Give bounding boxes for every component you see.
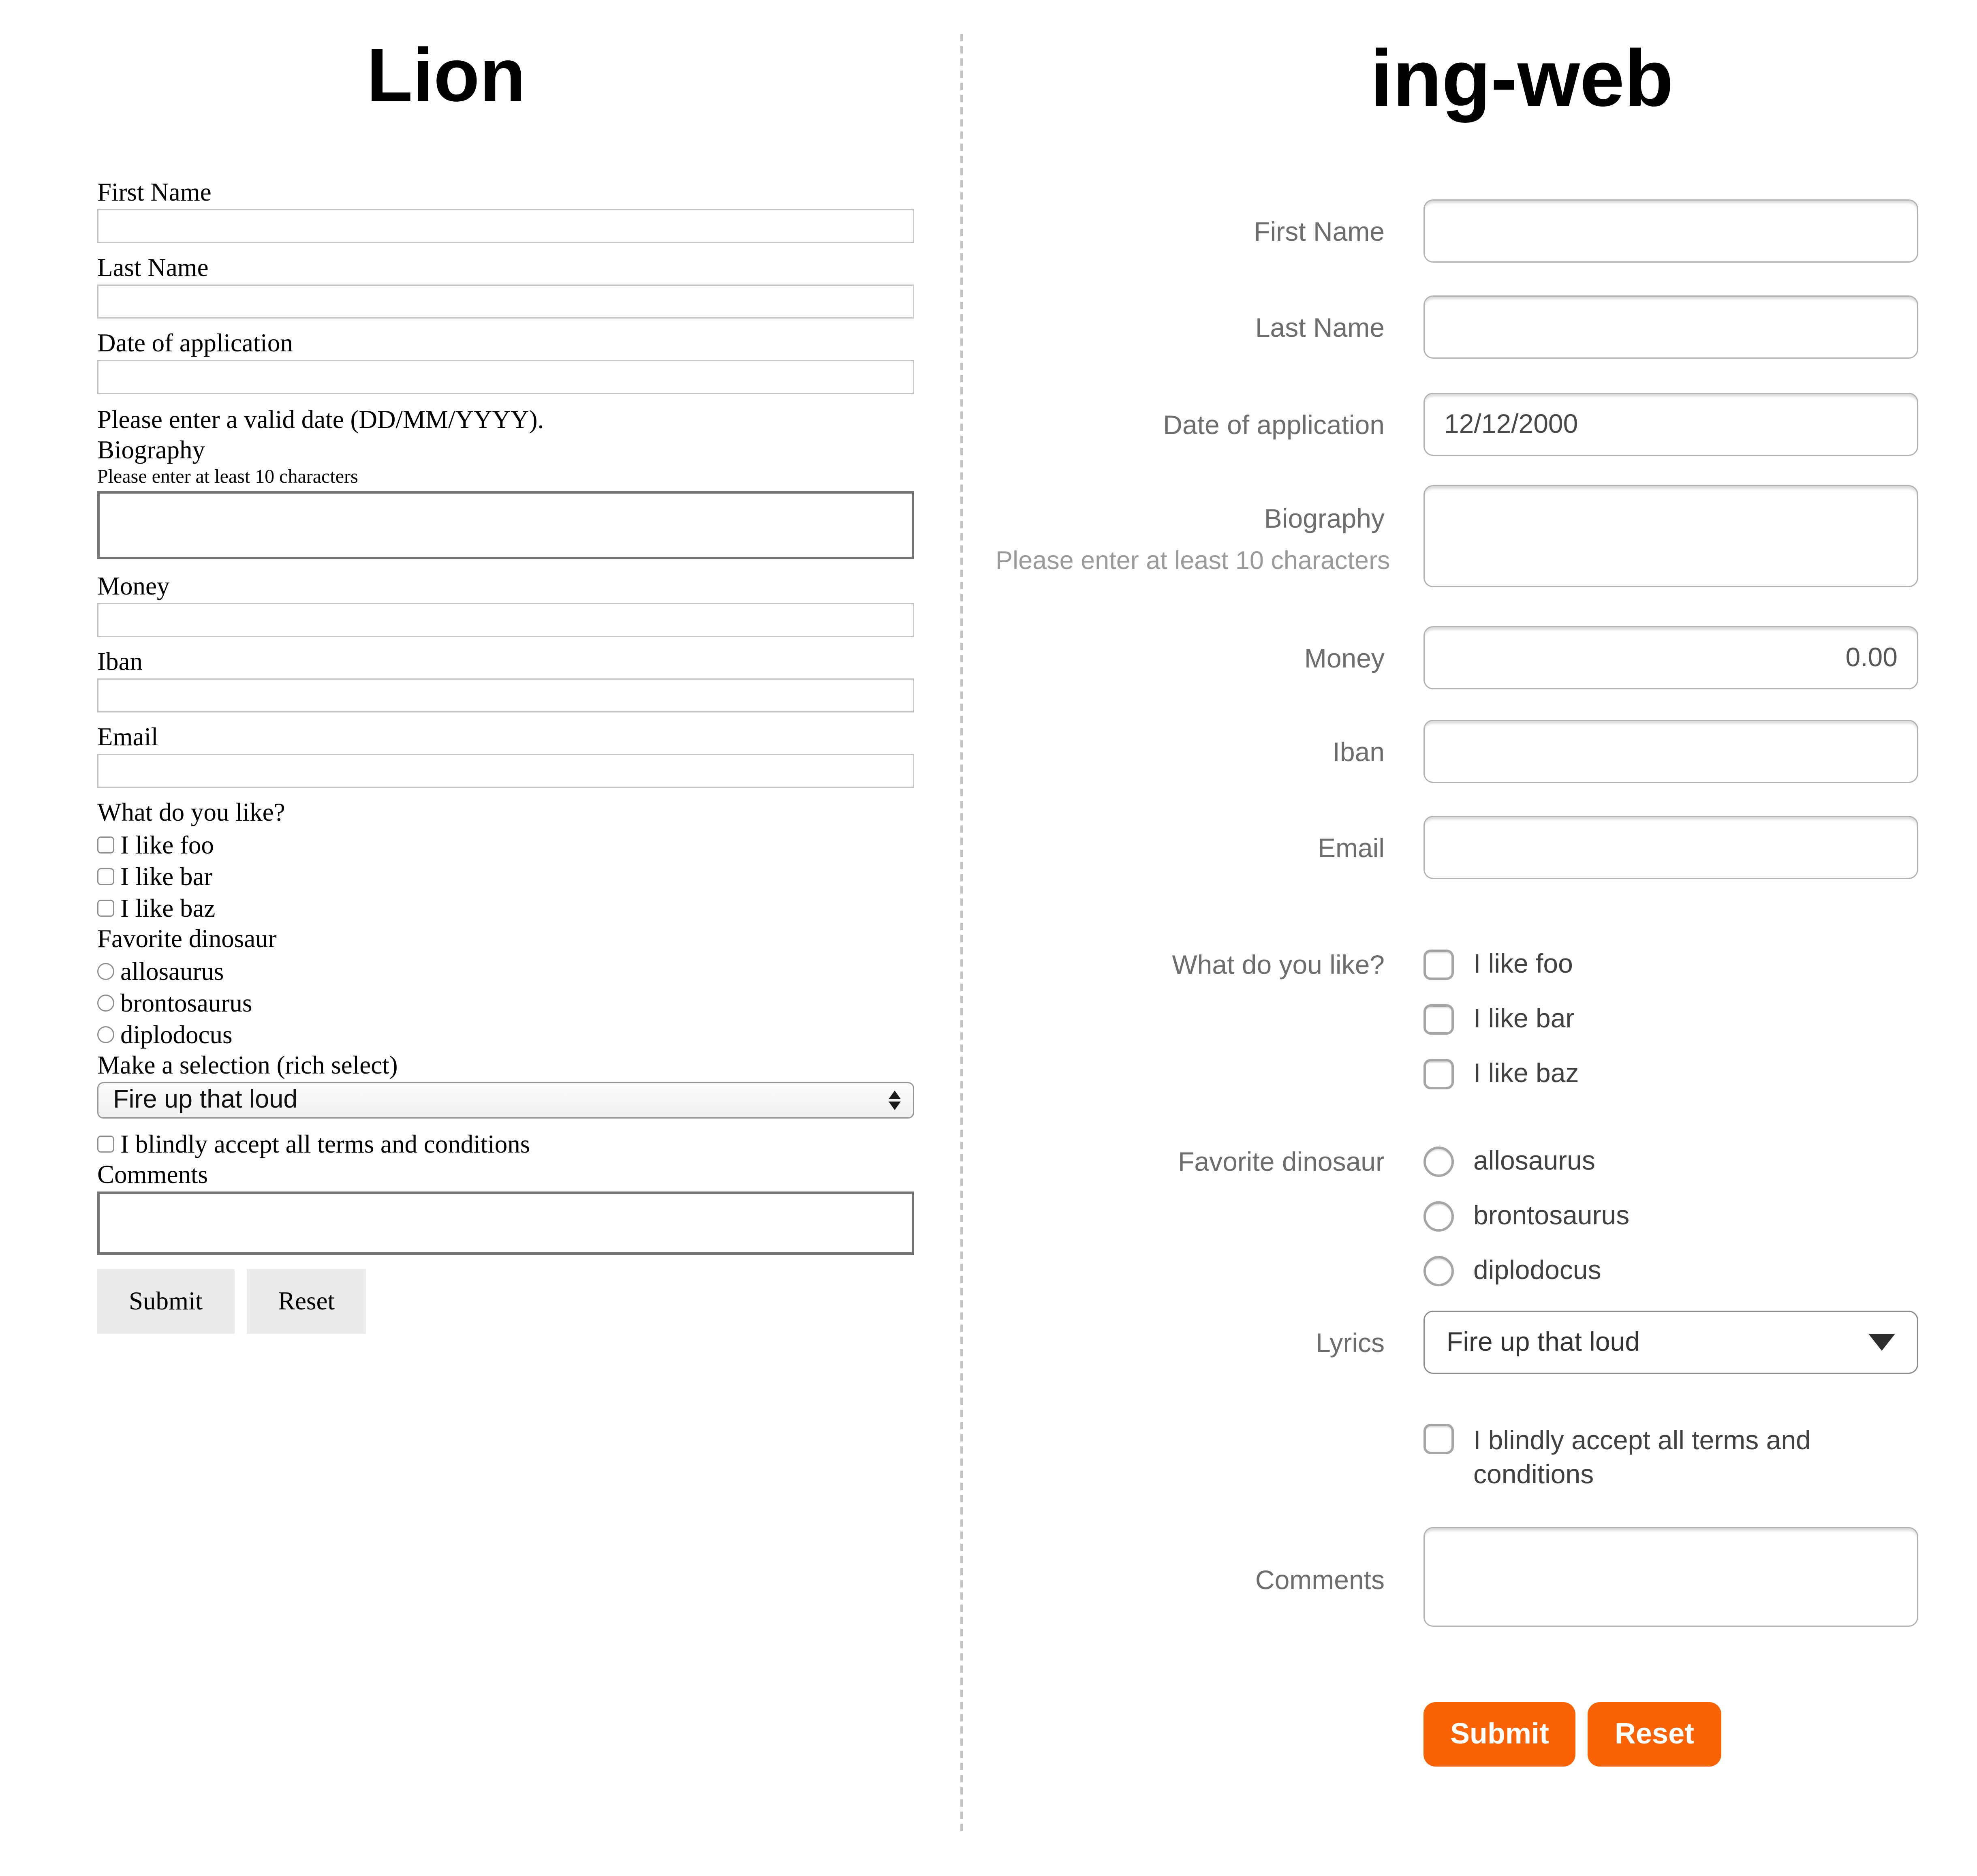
ingweb-likes-group-label: What do you like?	[1172, 949, 1385, 980]
lion-checkbox-like-foo[interactable]	[97, 829, 914, 861]
ingweb-lyrics-label: Lyrics	[1316, 1327, 1385, 1358]
lion-iban-input[interactable]	[97, 678, 914, 712]
lion-diplodocus-label: diplodocus	[120, 1019, 233, 1049]
lion-biography-textarea[interactable]	[97, 491, 914, 559]
ingweb-like-baz-label: I like baz	[1473, 1058, 1579, 1088]
lion-terms-checkbox[interactable]	[97, 1136, 114, 1153]
divider-dashed-line	[960, 34, 963, 1831]
lion-biography-label: Biography	[97, 435, 205, 464]
ingweb-first-name-row	[996, 199, 1919, 263]
ingweb-last-name-input[interactable]	[1423, 295, 1918, 359]
ingweb-date-row	[996, 393, 1919, 456]
ingweb-iban-row	[996, 720, 1919, 783]
ingweb-email-input[interactable]	[1423, 816, 1918, 879]
ingweb-email-row	[996, 816, 1919, 879]
ingweb-like-foo-row	[996, 943, 1919, 985]
ingweb-money-label: Money	[1304, 642, 1385, 673]
ingweb-submit-button[interactable]: Submit	[1423, 1702, 1576, 1767]
lion-like-bar-label: I like bar	[120, 861, 213, 891]
lion-biography-helper: Please enter at least 10 characters	[97, 467, 358, 488]
lion-radio-diplodocus[interactable]	[97, 1019, 914, 1050]
lion-allosaurus-radio[interactable]	[97, 963, 114, 980]
lion-brontosaurus-radio[interactable]	[97, 995, 114, 1012]
lion-checkbox-like-bar[interactable]	[97, 861, 914, 892]
lion-reset-button[interactable]: Reset	[246, 1269, 366, 1334]
ingweb-iban-input[interactable]	[1423, 720, 1918, 783]
lion-submit-button[interactable]: Submit	[97, 1269, 234, 1334]
lion-form	[97, 0, 914, 1334]
ingweb-reset-button[interactable]: Reset	[1588, 1702, 1721, 1767]
ingweb-money-row	[996, 626, 1919, 689]
lion-money-label: Money	[97, 571, 170, 601]
ingweb-like-bar-row	[996, 998, 1919, 1040]
ingweb-first-name-input[interactable]	[1423, 199, 1918, 263]
ingweb-date-label: Date of application	[1163, 409, 1385, 440]
ingweb-email-label: Email	[1317, 832, 1385, 863]
lion-rich-select-value: Fire up that loud	[113, 1086, 298, 1114]
ingweb-diplodocus-label: diplodocus	[1473, 1255, 1601, 1285]
lion-email-input[interactable]	[97, 754, 914, 788]
ingweb-comments-label: Comments	[1255, 1565, 1385, 1595]
ingweb-iban-label: Iban	[1332, 736, 1385, 767]
lion-select-label: Make a selection (rich select)	[97, 1050, 398, 1080]
lion-date-helper: Please enter a valid date (DD/MM/YYYY).	[97, 405, 544, 434]
lion-likes-group-label: What do you like?	[97, 798, 285, 827]
lion-like-foo-checkbox[interactable]	[97, 836, 114, 854]
ingweb-like-baz-checkbox[interactable]	[1423, 1059, 1454, 1089]
lion-terms-row[interactable]	[97, 1128, 914, 1160]
ingweb-date-input[interactable]	[1423, 393, 1918, 456]
ingweb-money-input[interactable]	[1423, 626, 1918, 689]
lion-first-name-input[interactable]	[97, 209, 914, 243]
lion-checkbox-like-baz[interactable]	[97, 892, 914, 924]
ingweb-last-name-label: Last Name	[1255, 312, 1385, 342]
ingweb-like-bar-checkbox[interactable]	[1423, 1004, 1454, 1034]
ingweb-brontosaurus-label: brontosaurus	[1473, 1200, 1630, 1230]
lion-dino-group-label: Favorite dinosaur	[97, 924, 277, 953]
ingweb-comments-row	[996, 1527, 1919, 1633]
ingweb-allosaurus-row	[996, 1140, 1919, 1182]
lion-buttons-row	[97, 1269, 914, 1334]
ingweb-terms-label: I blindly accept all terms and conditions	[1473, 1425, 1811, 1489]
ingweb-allosaurus-radio[interactable]	[1423, 1146, 1454, 1177]
lion-last-name-input[interactable]	[97, 285, 914, 319]
ingweb-like-baz-row	[996, 1053, 1919, 1094]
ingweb-lyrics-row	[996, 1311, 1919, 1374]
ingweb-like-foo-label: I like foo	[1473, 948, 1573, 979]
lion-like-baz-checkbox[interactable]	[97, 900, 114, 917]
ingweb-lyrics-select-value: Fire up that loud	[1447, 1326, 1640, 1357]
ingweb-buttons-row	[996, 1702, 1919, 1767]
ingweb-form	[996, 0, 1919, 1767]
spinner-up-icon	[889, 1091, 901, 1099]
select-spinner-icon	[889, 1091, 901, 1110]
lion-like-bar-checkbox[interactable]	[97, 868, 114, 885]
ingweb-allosaurus-label: allosaurus	[1473, 1145, 1595, 1176]
lion-date-input[interactable]	[97, 360, 914, 394]
ingweb-biography-helper: Please enter at least 10 characters	[996, 546, 1390, 575]
ingweb-like-foo-checkbox[interactable]	[1423, 949, 1454, 980]
ingweb-like-bar-label: I like bar	[1473, 1003, 1575, 1033]
ingweb-terms-row	[996, 1424, 1919, 1492]
lion-like-baz-label: I like baz	[120, 893, 216, 922]
lion-money-input[interactable]	[97, 603, 914, 637]
lion-allosaurus-label: allosaurus	[120, 956, 224, 986]
lion-email-label: Email	[97, 722, 158, 751]
lion-comments-label: Comments	[97, 1160, 208, 1189]
ingweb-last-name-row	[996, 295, 1919, 359]
lion-comments-textarea[interactable]	[97, 1191, 914, 1255]
ingweb-dino-group-label: Favorite dinosaur	[1178, 1146, 1385, 1177]
lion-title: Lion	[366, 34, 526, 118]
lion-first-name-label: First Name	[97, 178, 212, 207]
ingweb-biography-textarea[interactable]	[1423, 485, 1918, 587]
ingweb-biography-row	[996, 485, 1919, 593]
lion-radio-allosaurus[interactable]	[97, 956, 914, 987]
ingweb-title: ing-web	[1370, 33, 1674, 123]
lion-like-foo-label: I like foo	[120, 830, 214, 859]
ingweb-diplodocus-row	[996, 1250, 1919, 1291]
lion-iban-label: Iban	[97, 647, 143, 676]
ingweb-brontosaurus-radio[interactable]	[1423, 1201, 1454, 1231]
lion-date-label: Date of application	[97, 328, 293, 357]
lion-terms-label: I blindly accept all terms and conditions	[120, 1129, 530, 1158]
lion-radio-brontosaurus[interactable]	[97, 987, 914, 1019]
lion-brontosaurus-label: brontosaurus	[120, 988, 252, 1017]
ingweb-first-name-label: First Name	[1254, 216, 1385, 246]
lion-last-name-label: Last Name	[97, 253, 209, 282]
ingweb-diplodocus-radio[interactable]	[1423, 1256, 1454, 1286]
ingweb-lyrics-select[interactable]	[1423, 1311, 1918, 1374]
spinner-down-icon	[889, 1102, 901, 1110]
lion-diplodocus-radio[interactable]	[97, 1026, 114, 1043]
ingweb-brontosaurus-row	[996, 1195, 1919, 1236]
caret-down-icon	[1868, 1334, 1895, 1351]
ingweb-terms-checkbox[interactable]	[1423, 1424, 1454, 1454]
lion-rich-select[interactable]	[97, 1082, 914, 1119]
ingweb-comments-textarea[interactable]	[1423, 1527, 1918, 1627]
ingweb-biography-label: Biography	[1264, 503, 1385, 533]
